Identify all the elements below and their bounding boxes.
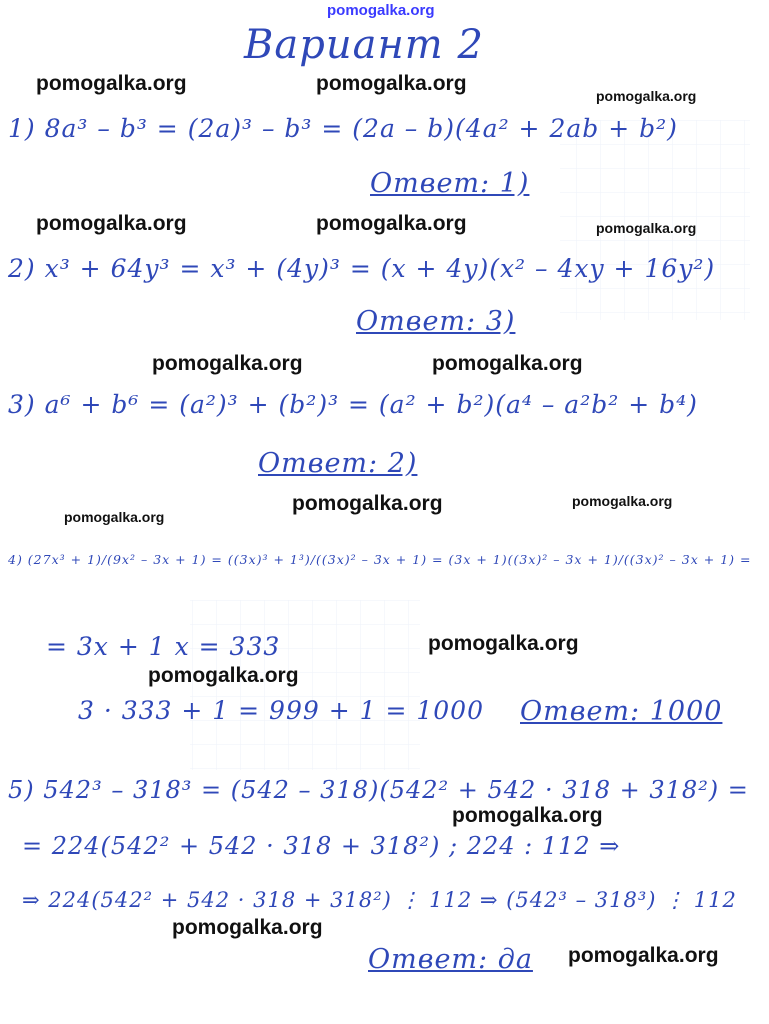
watermark: pomogalka.org (452, 804, 603, 827)
problem-4-line: 4) (27x³ + 1)/(9x² – 3x + 1) = ((3x)³ + 1³)/((3x)² – 3x + 1) = (3x + 1)((3x)² – 3x + 1)/((3x)² – 3x + 1) = (8, 552, 752, 567)
watermark: pomogalka.org (64, 509, 165, 525)
watermark: pomogalka.org (316, 212, 467, 235)
watermark: pomogalka.org (568, 944, 719, 967)
watermark: pomogalka.org (36, 72, 187, 95)
problem-5-line-2: = 224(542² + 542 · 318 + 318²) ; 224 : 112 ⇒ (22, 832, 621, 860)
problem-1-line: 1) 8a³ – b³ = (2a)³ – b³ = (2a – b)(4a² + 2ab + b²) (8, 114, 678, 143)
watermark: pomogalka.org (148, 664, 299, 687)
problem-5-answer: Ответ: да (368, 944, 533, 975)
problem-2-line: 2) x³ + 64y³ = x³ + (4y)³ = (x + 4y)(x² – 4xy + 16y²) (8, 254, 716, 283)
watermark: pomogalka.org (432, 352, 583, 375)
watermark-top: pomogalka.org (327, 2, 435, 19)
watermark: pomogalka.org (36, 212, 187, 235)
problem-4-answer: Ответ: 1000 (520, 696, 723, 727)
watermark: pomogalka.org (152, 352, 303, 375)
watermark: pomogalka.org (572, 493, 673, 509)
problem-4-line-3: 3 · 333 + 1 = 999 + 1 = 1000 (78, 696, 484, 725)
problem-3-answer: Ответ: 2) (258, 448, 418, 479)
problem-5-line-3: ⇒ 224(542² + 542 · 318 + 318²) ⋮ 112 ⇒ (542³ – 318³) ⋮ 112 (22, 888, 737, 912)
watermark: pomogalka.org (316, 72, 467, 95)
watermark: pomogalka.org (596, 88, 697, 104)
watermark: pomogalka.org (428, 632, 579, 655)
watermark: pomogalka.org (172, 916, 323, 939)
problem-5-line: 5) 542³ – 318³ = (542 – 318)(542² + 542 · 318 + 318²) = (8, 776, 749, 804)
problem-4-line-2: = 3x + 1 x = 333 (46, 632, 281, 661)
problem-2-answer: Ответ: 3) (356, 306, 516, 337)
watermark: pomogalka.org (292, 492, 443, 515)
problem-1-answer: Ответ: 1) (370, 168, 530, 199)
watermark: pomogalka.org (596, 220, 697, 236)
problem-3-line: 3) a⁶ + b⁶ = (a²)³ + (b²)³ = (a² + b²)(a⁴ – a²b² + b⁴) (8, 390, 698, 419)
page-title: Вариант 2 (244, 22, 484, 68)
